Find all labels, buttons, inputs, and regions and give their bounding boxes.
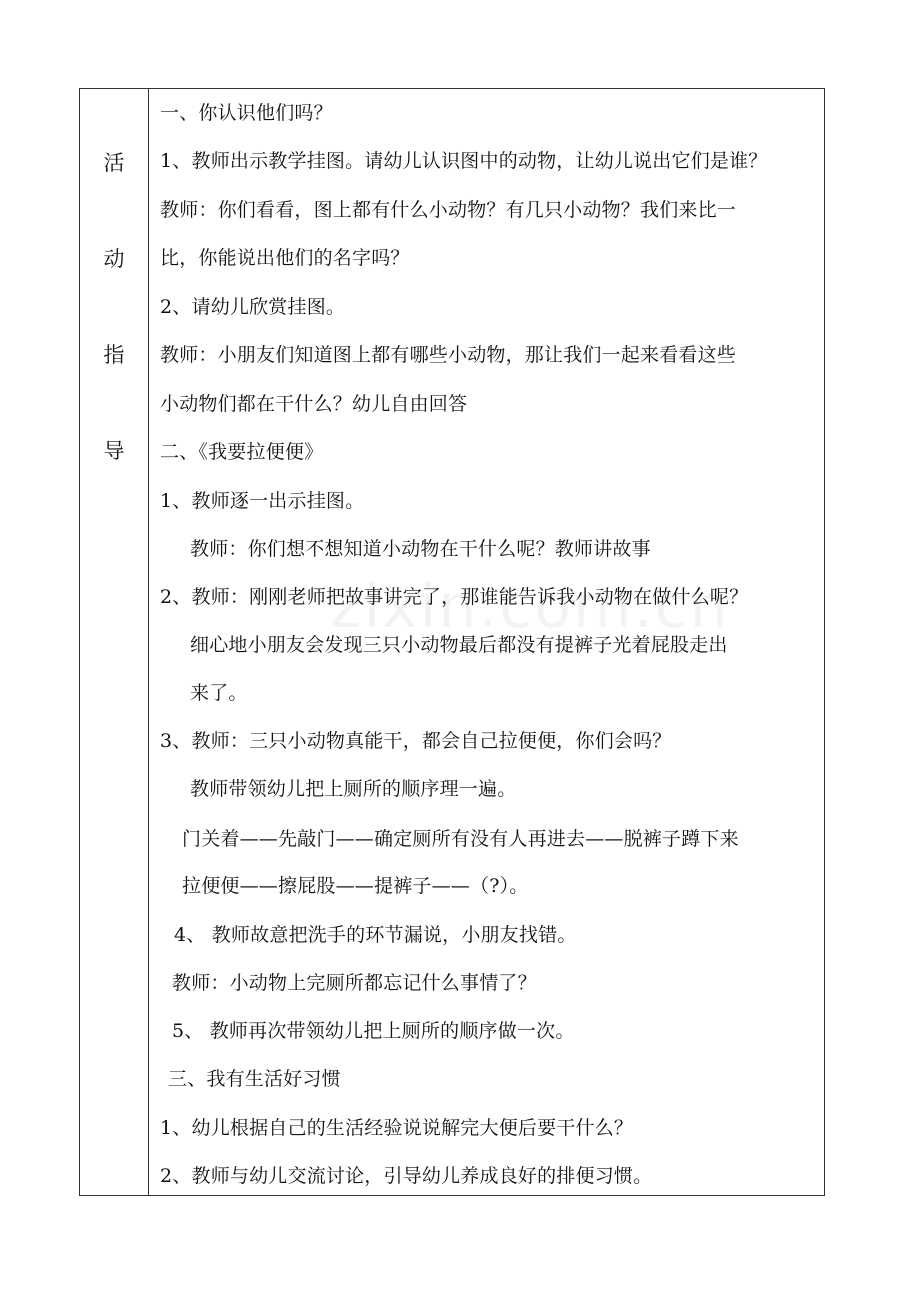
- text-line: 3、教师：三只小动物真能干，都会自己拉便便，你们会吗？: [160, 730, 672, 752]
- text-line: 教师：小动物上完厕所都忘记什么事情了？: [172, 972, 537, 994]
- text-line: 2、请幼儿欣赏挂图。: [160, 296, 346, 318]
- text-line: 小动物们都在干什么？幼儿自由回答: [160, 393, 468, 415]
- text-line: 1、幼儿根据自己的生活经验说说解完大便后要干什么？: [160, 1117, 634, 1139]
- text-line: 5、 教师再次带领幼儿把上厕所的顺序做一次。: [172, 1020, 575, 1042]
- text-line: 门关着——先敲门——确定厕所有没有人再进去——脱裤子蹲下来: [182, 828, 739, 850]
- text-line: 2、教师：刚刚老师把故事讲完了，那谁能告诉我小动物在做什么呢？: [160, 586, 749, 608]
- text-line: 比，你能说出他们的名字吗？: [160, 247, 410, 269]
- heading-line: 三、我有生活好习惯: [168, 1068, 341, 1090]
- heading-line: 一、你认识他们吗？: [160, 102, 333, 124]
- text-line: 教师：你们看看，图上都有什么小动物？有几只小动物？我们来比一: [160, 199, 737, 221]
- text-line: 教师带领幼儿把上厕所的顺序理一遍。: [190, 778, 517, 800]
- side-label-char-1: 活: [103, 151, 125, 175]
- text-line: 2、教师与幼儿交流讨论，引导幼儿养成良好的排便习惯。: [160, 1165, 653, 1187]
- watermark: [330, 572, 730, 642]
- text-line: 教师：你们想不想知道小动物在干什么呢？教师讲故事: [190, 538, 651, 560]
- text-line: 4、 教师故意把洗手的环节漏说，小朋友找错。: [174, 924, 577, 946]
- text-line: 来了。: [190, 682, 248, 704]
- text-line: 细心地小朋友会发现三只小动物最后都没有提裤子光着屁股走出: [190, 634, 728, 656]
- text-line: 拉便便——擦屁股——提裤子——（?）。: [182, 875, 529, 897]
- text-line: 教师：小朋友们知道图上都有哪些小动物，那让我们一起来看看这些: [160, 344, 737, 366]
- side-label-char-4: 导: [103, 439, 125, 463]
- heading-line: 二、《我要拉便便》: [160, 441, 324, 463]
- text-line: 1、教师出示教学挂图。请幼儿认识图中的动物，让幼儿说出它们是谁？: [160, 150, 768, 172]
- text-line: 1、教师逐一出示挂图。: [160, 490, 365, 512]
- side-label-char-2: 动: [103, 247, 125, 271]
- side-label-char-3: 指: [103, 343, 125, 367]
